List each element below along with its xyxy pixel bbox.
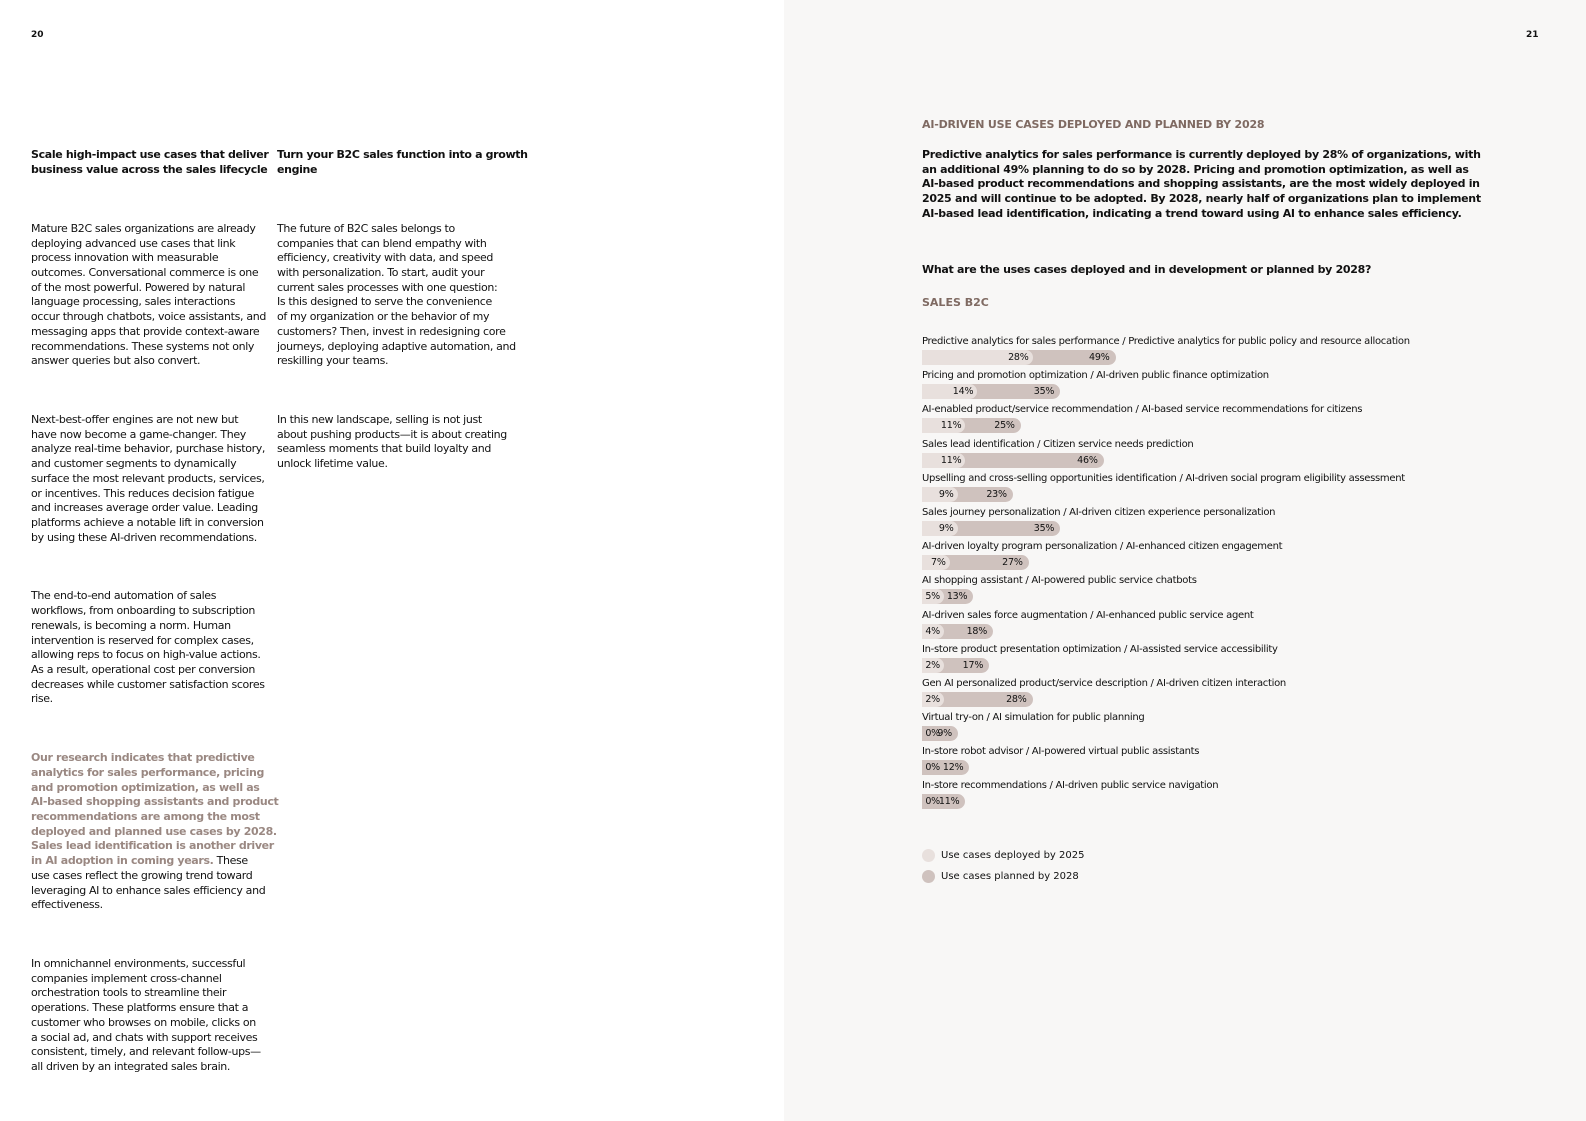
chart-row (922, 403, 1522, 437)
bar-planned-2028: 17% (922, 658, 989, 673)
bar-planned-2028: 11% (922, 794, 965, 809)
chart-row (922, 574, 1522, 608)
chart-row (922, 779, 1522, 813)
bar-deployed-2025: 2% (922, 692, 944, 707)
bar-deployed-2025: 5% (922, 589, 944, 604)
bar-planned-2028: 23% (922, 487, 1013, 502)
chart-row (922, 472, 1522, 506)
bar-deployed-2025: 4% (922, 624, 944, 639)
stacked-bar (922, 726, 1522, 741)
stacked-bar (922, 692, 1522, 707)
category-label: Gen AI personalized product/service description / AI-driven citizen interaction (922, 677, 1286, 689)
bar-planned-2028: 27% (922, 555, 1029, 570)
stacked-bar (922, 794, 1522, 809)
bar-planned-2028: 9% (922, 726, 958, 741)
right-page (784, 0, 1586, 1121)
stacked-bar (922, 589, 1522, 604)
paragraph-text: These use cases reflect the growing trend toward leveraging AI to enhance sales efficiency and effectiveness. (31, 854, 266, 912)
paragraph: Mature B2C sales organizations are already deploying advanced use cases that link process innovation with measurable outcomes. Conversational commerce is one of the most powerful. Powered by natural language processing, sales interactions occur through chatbots, voice assistants, and messaging apps that provide context-aware recommendations. These systems not only answer queries but also convert. (31, 221, 266, 368)
text-column-2 (277, 119, 528, 516)
stacked-bar (922, 418, 1522, 433)
column-heading: Turn your B2C sales function into a growth engine (277, 148, 528, 177)
paragraph: The end-to-end automation of sales workflows, from onboarding to subscription renewals, is becoming a norm. Human intervention is reserved for complex cases, allowing reps to focus on high-value actions. As a result, operational cost per conversion decreases while customer satisfaction scores rise. (31, 589, 265, 706)
bar-deployed-2025: 0% (925, 728, 940, 740)
chart-row (922, 540, 1522, 574)
bar-planned-2028: 13% (922, 589, 973, 604)
category-label: Sales lead identification / Citizen service needs prediction (922, 438, 1194, 450)
bar-planned-2028: 46% (922, 453, 1104, 468)
chart-row (922, 643, 1522, 677)
stacked-bar (922, 555, 1522, 570)
page-number: 20 (31, 30, 44, 40)
bar-deployed-2025: 9% (922, 487, 958, 502)
chart-title: What are the uses cases deployed and in development or planned by 2028? (922, 263, 1372, 276)
legend-label: Use cases deployed by 2025 (941, 849, 1085, 861)
stacked-bar (922, 350, 1522, 365)
left-page (0, 0, 784, 1121)
highlighted-text: Our research indicates that predictive analytics for sales performance, pricing and promotion optimization, as well as AI-based shopping assistants and product recommendations are among the most deployed and planned use cases by 2028. Sales lead identification is another driver in AI adoption in coming years. (31, 751, 279, 868)
bar-planned-2028: 35% (922, 384, 1060, 399)
bar-deployed-2025: 0% (925, 796, 940, 808)
bar-deployed-2025: 7% (922, 555, 950, 570)
category-label: Sales journey personalization / AI-driven citizen experience personalization (922, 506, 1276, 518)
chart-row (922, 745, 1522, 779)
bar-deployed-2025: 28% (922, 350, 1033, 365)
category-label: In-store recommendations / AI-driven public service navigation (922, 780, 1219, 792)
bar-deployed-2025: 11% (922, 418, 965, 433)
section-kicker: AI-DRIVEN USE CASES DEPLOYED AND PLANNED BY 2028 (922, 118, 1265, 131)
chart-row (922, 506, 1522, 540)
text-column-1 (31, 119, 279, 1119)
paragraph: In this new landscape, selling is not just about pushing products—it is about creating seamless moments that build loyalty and unlock lifetime value. (277, 413, 507, 471)
stacked-bar (922, 487, 1522, 502)
bar-planned-2028: 28% (922, 692, 1033, 707)
chart-legend (922, 848, 1084, 890)
bar-planned-2028: 12% (922, 760, 969, 775)
page-number: 21 (1526, 30, 1539, 40)
stacked-bar (922, 624, 1522, 639)
stacked-bar (922, 384, 1522, 399)
legend-swatch-planned (922, 870, 935, 883)
chart-row (922, 438, 1522, 472)
lead-paragraph: Predictive analytics for sales performance is currently deployed by 28% of organizations, with an additional 49% planning to do so by 2028. Pricing and promotion optimization, as well as AI-based product recommendations and shopping assistants, are the most widely deployed in 2025 and will continue to be adopted. By 2028, nearly half of organizations plan to implement AI-based lead identification, indicating a trend toward using AI to enhance sales efficiency. (922, 148, 1481, 220)
paragraph: The future of B2C sales belongs to companies that can blend empathy with efficiency, creativity with data, and speed with personalization. To start, audit your current sales processes with one question: Is this designed to serve the convenience of my organization or the behavior of my customers? Then, invest in redesigning core journeys, deploying adaptive automation, and reskilling your teams. (277, 221, 516, 368)
chart-row (922, 369, 1522, 403)
category-label: Predictive analytics for sales performance / Predictive analytics for public policy and resource allocation (922, 336, 1410, 347)
category-label: Upselling and cross-selling opportunities identification / AI-driven social program eligibility assessment (922, 472, 1405, 484)
legend-swatch-deployed (922, 849, 935, 862)
category-label: In-store product presentation optimization / AI-assisted service accessibility (922, 643, 1278, 655)
legend-item-deployed (922, 848, 1084, 862)
bar-deployed-2025: 9% (922, 521, 958, 536)
stacked-bar (922, 658, 1522, 673)
category-label: Virtual try-on / AI simulation for public planning (922, 712, 1145, 724)
category-label: AI-driven loyalty program personalization / AI-enhanced citizen engagement (922, 541, 1283, 553)
bar-planned-2028: 18% (922, 624, 993, 639)
stacked-bar (922, 521, 1522, 536)
category-label: AI-driven sales force augmentation / AI-enhanced public service agent (922, 609, 1254, 621)
stacked-bar (922, 453, 1522, 468)
legend-label: Use cases planned by 2028 (941, 870, 1079, 882)
chart-row (922, 677, 1522, 711)
category-label: AI shopping assistant / AI-powered public service chatbots (922, 575, 1197, 587)
bar-deployed-2025: 2% (922, 658, 944, 673)
bar-deployed-2025: 11% (922, 453, 965, 468)
paragraph (31, 751, 279, 913)
category-label: Pricing and promotion optimization / AI-driven public finance optimization (922, 370, 1269, 382)
bar-deployed-2025: 14% (922, 384, 977, 399)
bar-planned-2028: 35% (922, 521, 1060, 536)
paragraph: In omnichannel environments, successful companies implement cross-channel orchestration tools to streamline their operations. These platforms ensure that a customer who browses on mobile, clicks on a social ad, and chats with support receives consistent, timely, and relevant follow-ups— all driven by an integrated sales brain. (31, 957, 261, 1073)
category-label: AI-enabled product/service recommendation / AI-based service recommendations for citizens (922, 404, 1363, 416)
column-heading: Scale high-impact use cases that deliver business value across the sales lifecycle (31, 148, 269, 177)
bar-chart (922, 335, 1522, 814)
paragraph: Next-best-offer engines are not new but have now become a game-changer. They analyze real-time behavior, purchase history, and customer segments to dynamically surface the most relevant products, services, or incentives. This reduces decision fatigue and increases average order value. Leading platforms achieve a notable lift in conversion by using these AI-driven recommendations. (31, 413, 266, 544)
bar-planned-2028: 25% (922, 418, 1021, 433)
chart-row (922, 609, 1522, 643)
category-label: In-store robot advisor / AI-powered virtual public assistants (922, 746, 1200, 758)
chart-row (922, 711, 1522, 745)
stacked-bar (922, 760, 1522, 775)
legend-item-planned (922, 869, 1084, 883)
chart-subtitle: SALES B2C (922, 296, 989, 309)
chart-row (922, 335, 1522, 369)
bar-planned-2028: 49% (922, 350, 1116, 365)
bar-deployed-2025: 0% (925, 762, 940, 774)
